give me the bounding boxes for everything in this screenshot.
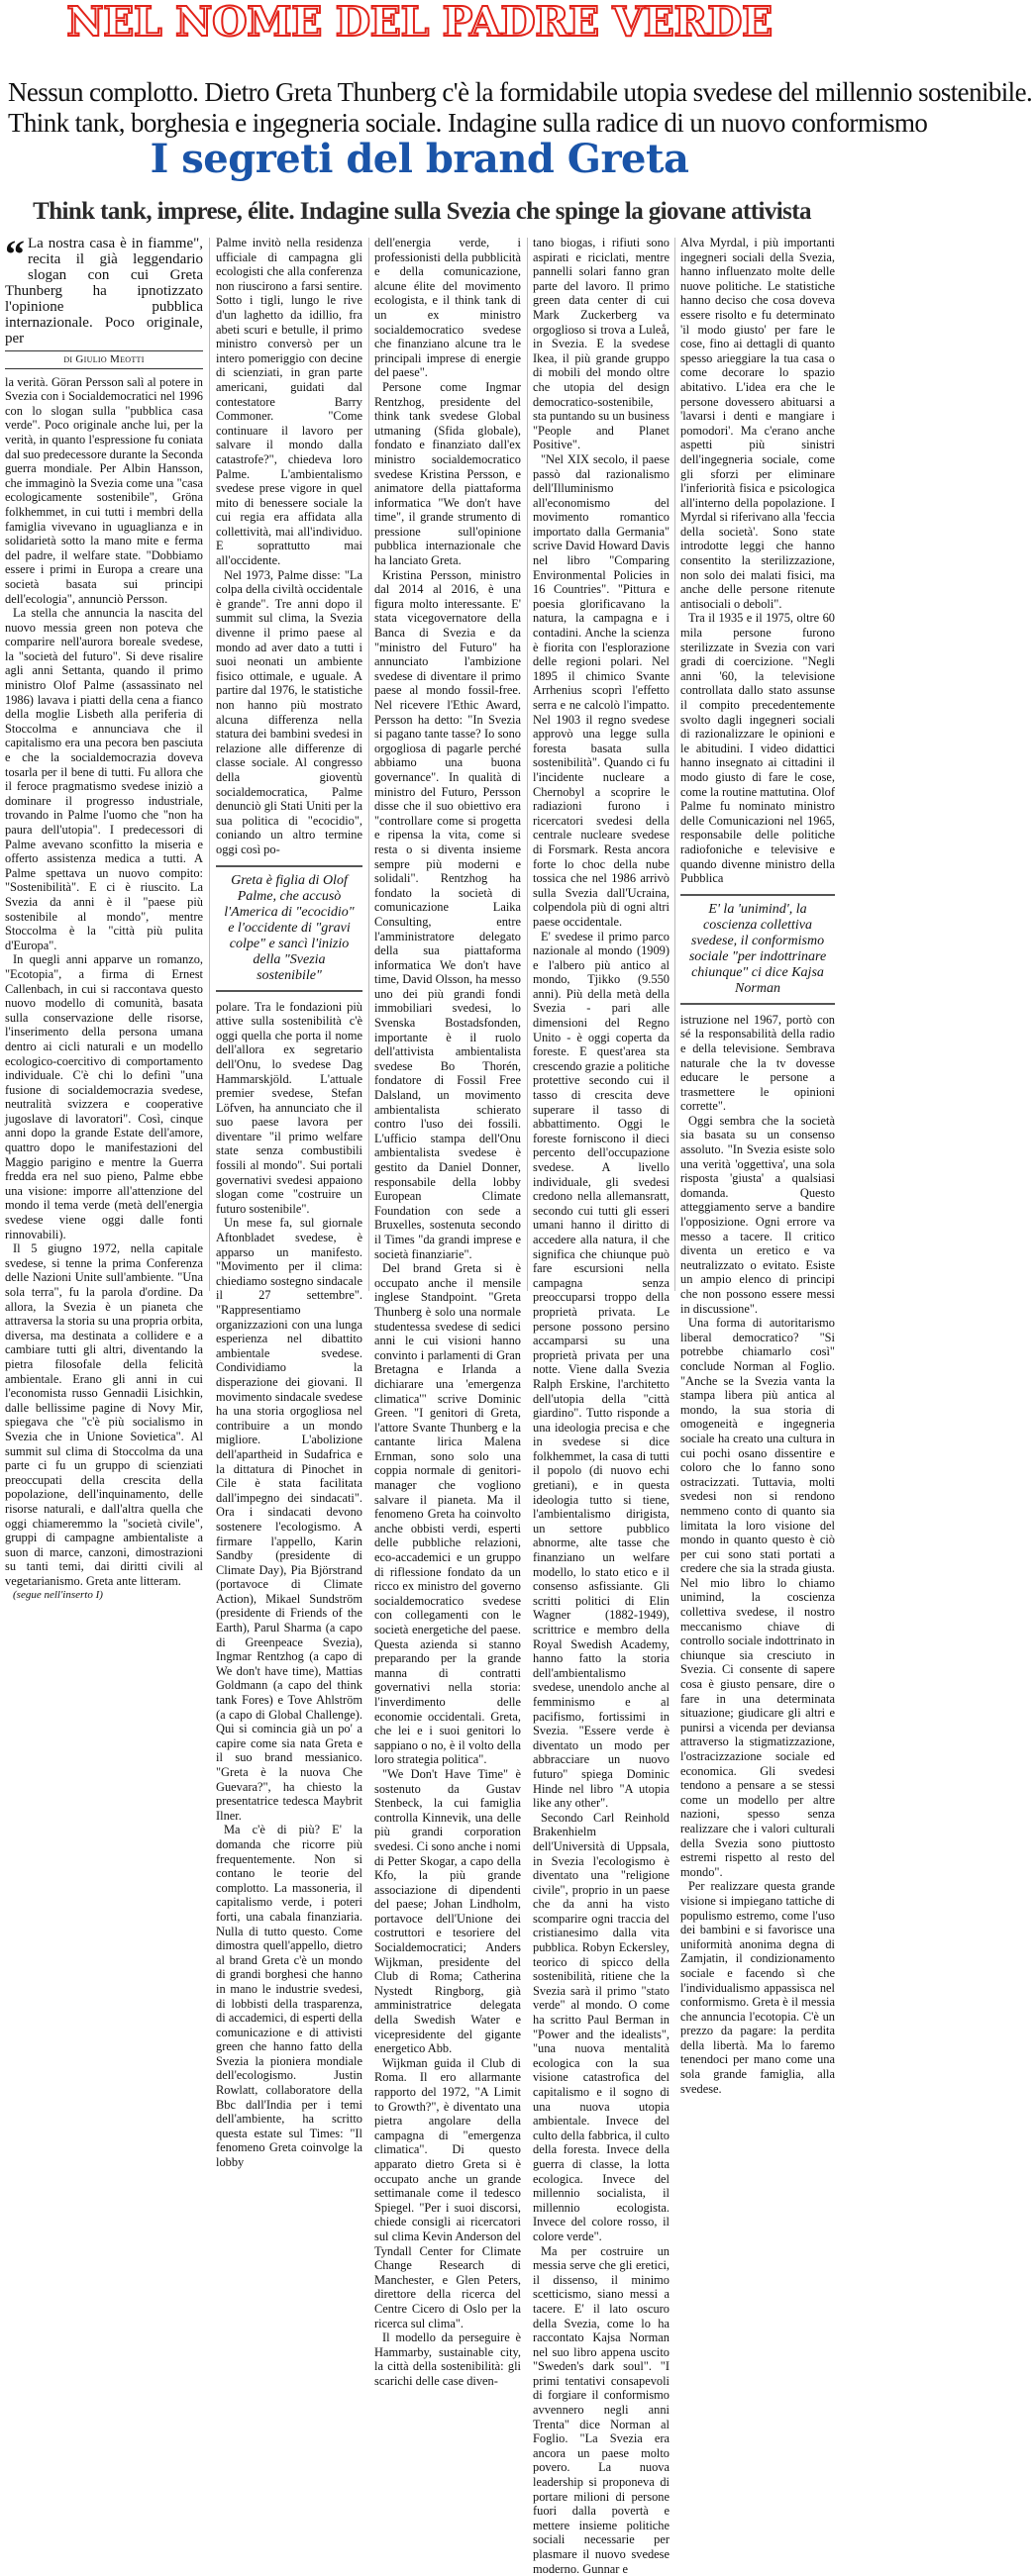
article-column-5 xyxy=(680,236,835,2096)
paragraph: Palme invitò nella residenza ufficiale di campagna gli ecologisti che alla conferenza non riuscirono a farsi sentire. Sotto i tigli, lungo le rive d'un laghetto da idillio, fra abeti scuri e betulle, il primo ministro conversò per un intero pomeriggio con decine di scienziati, in gran parte americani, guidati dal contestatore Barry Commoner. "Come continuare il lavoro per salvare il mondo dalla catastrofe?", chiedeva loro Palme. L'ambientalismo svedese prese vigore in quel mito di benessere sociale la cui regia era affidata alla collettività, mai all'individuo. E soprattutto mai all'occidente. xyxy=(216,236,362,568)
paragraph: Persone come Ingmar Rentzhog, presidente del think tank svedese Global utmaning (Sfida globale), fondato e finanziato dall'ex ministro socialdemocratico svedese Kristina Persson, e animatore della piattaforma informatica "We don't have time", il grande strumento di pressione sull'opinione pubblica internazionale che ha lanciato Greta. xyxy=(374,379,521,568)
paragraph: In quegli anni apparve un romanzo, "Ecotopia", a firma di Ernest Callenbach, in cui si raccontava questo nuovo modello di comunità, basata sulla conservazione delle risorse, l'inserimento della persona umana dentro ai cicli naturali e un modello ecologico-coercitivo di comportamento individuale. C'è chi lo definì "una fusione di socialdemocrazia svedese, neutralità svizzera e cooperative jugoslave di lavoratori". Così, cinque anni dopo la grande Estate dell'amore, quattro dopo le manifestazioni del Maggio parigino e mentre la Guerra fredda era nel suo pieno, Palme ebbe una visione: imporre all'attenzione del mondo il tema verde (metà dell'energia svedese viene oggi dalle fonti rinnovabili). xyxy=(5,952,203,1241)
article-column-4 xyxy=(533,236,670,2576)
subtitle-line-2: Think tank, borghesia e ingegneria sociale. Indagine sulla radice di un nuovo conformismo xyxy=(8,108,928,138)
headline-subtitle xyxy=(8,77,1032,139)
paragraph: Tra il 1935 e il 1975, oltre 60 mila persone furono sterilizzate in Svezia con vari gradi di coercizione. "Negli anni '60, la televisione controllata dallo stato assunse il compito precedentemente svolto dagli ingegneri sociali di razionalizzare le opinioni e le abitudini. I video didattici hanno insegnato ai cittadini il modo giusto di fare le cose, come la routine mattutina. Olof Palme fu nominato ministro delle Comunicazioni nel 1965, responsabile delle politiche radiofoniche e televisive e quando divenne ministro della Pubblica xyxy=(680,611,835,886)
column-rule xyxy=(674,238,675,1291)
subtitle-line-1: Nessun complotto. Dietro Greta Thunberg c'è la formidabile utopia svedese del millennio sostenibile. xyxy=(8,77,1032,107)
pull-quote: Greta è figlia di Olof Palme, che accusò l'America di "ecocidio" e l'occidente di "gravi colpe" e sancì l'inizio della "Svezia sostenibile" xyxy=(216,865,362,992)
paragraph: dell'energia verde, i professionisti della pubblicità e della comunicazione, alcune élite del movimento ecologista, e il think tank di un ex ministro socialdemocratico svedese che finanziano alcune tra le principali imprese di energie del paese". xyxy=(374,236,521,380)
column-rule xyxy=(368,238,369,1291)
paragraph: Un mese fa, sul giornale Aftonbladet svedese, è apparso un manifesto. "Movimento per il clima: chiediamo sostegno sindacale il 27 settembre". "Rappresentiamo organizzazioni con una lunga esperienza nel dibattito ambientale svedese. Condividiamo la disperazione dei giovani. Il movimento sindacale svedese ha una storia orgogliosa nel contribuire a un mondo migliore. L'abolizione dell'apartheid in Sudafrica e la dittatura di Pinochet in Cile è stata facilitata dall'impegno dei sindacati". Ora i sindacati devono sostenere l'ecologismo. A firmare l'appello, Karin Sandby (presidente di Climate Day), Pia Björstrand (portavoce di Climate Action), Mikael Sundström (presidente di Friends of the Earth), Parul Sharma (a capo di Greenpeace Svezia), Ingmar Rentzhog (a capo di We don't have time), Mattias Goldmann (a capo del think tank Fores) e Tove Ahlström (a capo di Global Challenge). Qui si comincia già un po' a capire come sia nata Greta e il suo brand messianico. "Greta è la nuova Che Guevara?", ha chiesto la presentatrice tedesca Maybrit Ilner. xyxy=(216,1216,362,1823)
paragraph: polare. Tra le fondazioni più attive sulla sostenibilità c'è oggi quella che porta il nome dell'allora ex segretario dell'Onu, lo svedese Dag Hammarskjöld. L'attuale premier svedese, Stefan Löfven, ha annunciato che il suo paese lavora per diventare "il primo welfare state senza combustibili fossili al mondo". Sui portali governativi svedesi appaiono slogan come "costruire un futuro sostenibile". xyxy=(216,999,362,1216)
paragraph: Del brand Greta si è occupato anche il mensile inglese Standpoint. "Greta Thunberg è solo una normale studentessa svedese di sedici anni le cui visioni hanno convinto i parlamenti di Gran Bretagna e Irlanda a dichiarare una 'emergenza climatica'" scrive Dominic Green. "I genitori di Greta, l'attore Svante Thunberg e la cantante lirica Malena Ernman, sono solo una coppia normale di genitori-manager che vogliono salvare il pianeta. Ma il fenomeno Greta ha coinvolto anche obbisti verdi, esperti delle pubbliche relazioni, eco-accademici e un gruppo di riflessione fondato da un ricco ex ministro del governo socialdemocratico svedese con collegamenti con le società energetiche del paese. Questa azienda si stanno preparando per la grande manna di contratti governativi nella storia: l'inverdimento delle economie occidentali. Greta, che lei e i suoi genitori lo sappiano o no, è il volto della loro strategia politica". xyxy=(374,1261,521,1767)
paragraph: Una forma di autoritarismo liberal democratico? "Si potrebbe chiamarlo così" conclude Norman al Foglio. "Anche se la Svezia vanta la stampa libera più antica al mondo, la sua storia di omogeneità e ingegneria sociale ha creato una cultura in cui pochi osano dissentire e coloro che lo fanno sono ostracizzati. Tuttavia, molti svedesi non si rendono nemmeno conto di quanto sia limitata la loro visione del mondo in quanto questo è ciò per cui sono stati portati a credere che sia la strada giusta. Nel mio libro lo chiamo unimind, la coscienza collettiva svedese, il nostro meccanismo chiave di controllo sociale indottrinato in chiunque sia cresciuto in Svezia. Ci consente di sapere cosa è giusto pensare, dire o fare in una determinata situazione; giudicare gli altri e punirsi a vicenda per deviansa attraverso la stigmatizzazione, l'ostracizzazione sociale ed economica. Gli svedesi tendono a pensare a se stessi come un modello per altre nazioni, spesso senza realizzare che i valori culturali della Svezia sono piuttosto estremi rispetto al resto del mondo". xyxy=(680,1316,835,1879)
paragraph: la verità. Göran Persson salì al potere in Svezia con i Socialdemocratici nel 1996 con lo slogan sulla "pubblica casa verde". Poco originale anche lui, per la verità, in quanto l'espressione fu coniata dal suo predecessore durante la Seconda guerra mondiale. Per Albin Hansson, che immaginò la Svezia come una "casa ecologicamente sostenibile", Gröna folkhemmet, in cui tutti i membri della famiglia vivevano in uguaglianza e in solidarietà sotto la mano mite e ferma del padre, il welfare state. "Dobbiamo essere i primi in Europa a creare una società basata sui principi dell'ecologia", annunciò Persson. xyxy=(5,374,203,606)
drop-cap-quote: “ xyxy=(5,232,25,276)
pull-quote: E' la 'unimind', la coscienza collettiva svedese, il conformismo sociale "per indottrinare chiunque" ci dice Kajsa Norman xyxy=(680,894,835,1005)
lead-paragraph: “ La nostra casa è in fiamme", recita il già leggendario slogan con cui Greta Thunberg ha ipnotizzato l'opinione pubblica internazionale. Poco originale, per xyxy=(5,232,203,347)
paragraph: E' svedese il primo parco nazionale al mondo (1909) e l'albero più antico al mondo, Tjikko (9.550 anni). Più della metà della Svezia - pari alle dimensioni del Regno Unito - è oggi coperta da foreste. E quest'area sta crescendo grazie a politiche protettive secondo cui il tasso di crescita deve superare il tasso di abbattimento. Oggi le foreste forniscono il dieci percento dell'occupazione svedese. A livello individuale, gli svedesi credono nella allemansratt, secondo cui tutti gli esseri umani hanno il diritto di accedere alla natura, il che significa che chiunque può fare escursioni nella campagna senza preoccuparsi troppo della proprietà privata. Le persone possono persino accamparsi su una proprietà privata per una notte. Viene dalla Svezia Ralph Erskine, l'architetto dell'utopia della "città giardino". Tutto risponde a una ideologia precisa e che in svedese si dice folkhemmet, la casa di tutti il popolo (di nuovo echi gretiani), e in questa ideologia tutto si tiene, l'ambientalismo dirigista, un settore pubblico abnorme, alte tasse che finanziano un welfare modello, lo stato etico e il consenso asfissiante. Gli scritti politici di Elin Wagner (1882-1949), scrittrice e membro della Royal Swedish Academy, hanno fatto la storia dell'ambientalismo svedese, unendolo anche al femminismo e al pacifismo, fortissimi in Svezia. "Essere verde è diventato un modo per abbracciare un nuovo futuro" spiega Dominic Hinde nel libro "A utopia like any other". xyxy=(533,929,670,1811)
paragraph: Per realizzare questa grande visione si impiegano tattiche di populismo estremo, come l'uso dei bambini e si favorisce una uniformità anonima degna di Zamjatin, il condizionamento sociale e facendo sì che l'individualismo appassisca nel conformismo. Greta è il messia che annuncia l'ecotopia. C'è un prezzo da pagare: la perdita della libertà. Ma lo faremo tenendoci per mano come una sola grande famiglia, alla svedese. xyxy=(680,1879,835,2096)
secondary-subtitle: Think tank, imprese, élite. Indagine sulla Svezia che spinge la giovane attivista xyxy=(33,198,811,225)
column-rule xyxy=(527,238,528,1291)
secondary-headline: I segreti del brand Greta xyxy=(150,136,689,182)
paragraph: "We Don't Have Time" è sostenuto da Gustav Stenbeck, la cui famiglia controlla Kinnevik, una delle più grandi corporation svedesi. Ci sono anche i nomi di Petter Skogar, a capo della Kfo, la più grande associazione di dipendenti del paese; Johan Lindholm, portavoce dell'Unione dei costruttori e tesoriere del Socialdemocratici; Anders Wijkman, presidente del Club di Roma; Catherina Nystedt Ringborg, già amministratrice delegata della Swedish Water e vicepresidente del gigante energetico Abb. xyxy=(374,1766,521,2056)
paragraph: Il 5 giugno 1972, nella capitale svedese, si tenne la prima Conferenza delle Nazioni Unite sull'ambiente. "Una sola terra", fu la parola d'ordine. Da allora, la Svezia è un pianeta che attraversa la storia su una propria orbita, diversa, ma destinata a collidere e a cambiare tutti gli altri, diventando la pietra filosofale della felicità ambientale. Erano gli anni in cui l'economista russo Gennadii Lisichkin, dalle bellissime pagine di Novy Mir, spiegava che "c'è più socialismo in Svezia che in Unione Sovietica". Al summit sul clima di Stoccolma da una parte ci fu un gruppo di scienziati preoccupati della crescita della popolazione, dell'inquinamento, delle risorse naturali, e dall'altra quella che oggi chiameremmo la "società civile", gruppi di campagne ambientaliste a suon di marce, canzoni, dimostrazioni su tanti temi, dai diritti civili al vegetarianismo. Greta ante litteram. xyxy=(5,1241,203,1588)
article-column-2 xyxy=(216,236,362,2170)
paragraph: Oggi sembra che la società sia basata su un consenso assoluto. "In Svezia esiste solo una verità 'oggettiva', una sola risposta 'giusta' a qualsiasi domanda. Questo atteggiamento serve a bandire l'opposizione. Ogni errore va messo a tacere. Il critico diventa un eretico e va neutralizzato o evitato. Esiste un ampio elenco di principi che non possono essere messi in discussione". xyxy=(680,1113,835,1316)
paragraph: tano biogas, i rifiuti sono aspirati e riciclati, mentre pannelli solari fanno gran parte del lavoro. Il primo green data center di cui Mark Zuckerberg va orgoglioso si trova a Luleå, in Svezia. E la svedese Ikea, il più grande gruppo di mobili del mondo oltre che utopia del design democratico-sostenibile, sta puntando su un business "People and Planet Positive". xyxy=(533,236,670,452)
paragraph: Kristina Persson, ministro dal 2014 al 2016, è una figura molto interessante. E' stata vicegovernatore della Banca di Svezia e da "ministro del Futuro" ha annunciato l'ambizione svedese di diventare il primo paese al mondo fossil-free. Nel ricevere l'Ethic Award, Persson ha detto: "In Svezia si pagano tante tasse? Io sono orgogliosa di pagarle perché abbiamo una buona governance". In qualità di ministro del Futuro, Persson disse che il suo obiettivo era "controllare come si progetta e ripensa la vita, come si resta o si diventa insieme sempre più moderni e solidali". Rentzhog ha fondato la società di comunicazione Laika Consulting, entre l'amministratore delegato della sua piattaforma informatica We don't have time, David Olsson, ha messo uno dei più grandi fondi immobiliari svedesi, lo Svenska Bostadsfonden, importante è il ruolo dell'attivista ambientalista svedese Bo Thorén, fondatore di Fossil Free Dalsland, un movimento ambientalista schierato contro l'uso dei fossili. L'ufficio stampa dell'Onu ambientalista svedese è gestito da Daniel Donner, responsabile della lobby European Climate Foundation con sede a Bruxelles, sostenuta secondo il Times "da grandi imprese e società finanziarie". xyxy=(374,567,521,1261)
paragraph: "Nel XIX secolo, il paese passò dal razionalismo dell'Illuminismo all'economismo del movimento romantico importato dalla Germania" scrive David Howard Davis nel libro "Comparing Environmental Policies in 16 Countries". "Pittura e poesia glorificavano la natura, la campagna e i contadini. Anche la scienza è fiorita con l'esplorazione delle regioni polari. Nel 1895 il chimico Svante Arrhenius scoprì l'effetto serra e ne calcolò l'impatto. Nel 1903 il regno svedese approvò una legge sulla foresta basata sulla sostenibilità". Quando ci fu l'incidente nucleare a Chernobyl a scoprire le radiazioni furono i ricercatori svedesi della centrale nucleare svedese di Forsmark. Resta ancora forte lo choc della nube tossica che nel 1986 arrivò sulla Svezia dall'Ucraina, colpendola più di ogni altri paese occidentale. xyxy=(533,451,670,929)
main-headline: NEL NOME DEL PADRE VERDE xyxy=(66,0,773,46)
paragraph: Secondo Carl Reinhold Brakenhielm dell'Università di Uppsala, in Svezia l'ecologismo è diventato una "religione civile", proprio in un paese che da anni ha visto scomparire ogni traccia del cristianesimo dalla vita pubblica. Robyn Eckersley, teorico di spicco della sostenibilità, ritiene che la Svezia sarà il primo "stato verde" al mondo. O come ha scritto Paul Berman in "Power and the idealists", "una nuova mentalità ecologica con la sua visione catastrofica del capitalismo e il sogno di una nuova utopia ambientale. Invece del culto della fabbrica, il culto della foresta. Invece della guerra di classe, la lotta ecologica. Invece del millennio socialista, il millennio ecologista. Invece del colore rosso, il colore verde". xyxy=(533,1810,670,2243)
paragraph: Wijkman guida il Club di Roma. Il ero allarmante rapporto del 1972, "A Limit to Growth?", è diventato una pietra angolare della campagna di "emergenza climatica". Di questo apparato dietro Greta si è occupato anche un grande settimanale come il tedesco Spiegel. "Per i suoi discorsi, chiede consigli ai ricercatori sul clima Kevin Anderson del Tyndall Center for Climate Change Research di Manchester, e Glen Peters, direttore della ricerca del Centre Cicero di Oslo per la ricerca sul clima". xyxy=(374,2055,521,2330)
article-column-1 xyxy=(5,232,203,1602)
paragraph: Il modello da perseguire è Hammarby, sustainable city, la città della sostenibilità: gli scarichi delle case diven- xyxy=(374,2330,521,2388)
byline: di Giulio Meotti xyxy=(5,350,203,369)
paragraph: Nel 1973, Palme disse: "La colpa della civiltà occidentale è grande". Tre anni dopo il summit sul clima, la Svezia divenne il primo paese al mondo ad aver dato a tutti i suoi neonati un ambiente fisico ottimale, e uguale. A partire dal 1976, le statistiche non hanno più mostrato alcuna differenza nella statura dei bambini svedesi in relazione alle differenze di classe sociale. Al congresso della gioventù socialdemocratica, Palme denunciò gli Stati Uniti per la sua politica di "ecocidio", coniando un altro termine oggi così po- xyxy=(216,567,362,856)
paragraph: istruzione nel 1967, portò con sé la responsabilità della radio e della televisione. Sembrava naturale che la tv dovesse educare le persone a trasmettere le opinioni corrette". xyxy=(680,1012,835,1114)
continuation-note: (segue nell'inserto I) xyxy=(13,1589,103,1602)
article-column-3 xyxy=(374,236,521,2388)
column-rule xyxy=(209,238,210,1291)
paragraph: Alva Myrdal, i più importanti ingegneri sociali della Svezia, hanno influenzato molte delle nuove politiche. Le statistiche hanno deciso che cosa doveva essere risolto e fu determinato 'il modo giusto' per fare le cose, fino ai dettagli di quanto spesso arieggiare la tua casa o come decorare lo spazio abitativo. L'idea era che le persone dovessero abituarsi a 'lavarsi i denti e mangiare i pomodori'. Ma c'erano anche aspetti più sinistri dell'ingegneria sociale, come gli sforzi per eliminare l'inferiorità fisica e psicologica all'interno della popolazione. I Myrdal si riferivano alla 'feccia della società'. Sono state introdotte leggi che hanno consentito la sterilizzazione, non solo dei malati fisici, ma anche delle persone ritenute antisociali o deboli". xyxy=(680,236,835,611)
paragraph: Ma c'è di più? E' la domanda che ricorre più frequentemente. Non si contano le teorie del complotto. La massoneria, il capitalismo verde, i poteri forti, una cabala finanziaria. Nulla di tutto questo. Come dimostra quell'appello, dietro al brand Greta c'è un mondo di grandi borghesi che hanno in mano le industrie svedesi, di lobbisti della trasparenza, di accademici, di esperti della comunicazione e di attivisti green che hanno fatto della Svezia la pioniera mondiale dell'ecologismo. Justin Rowlatt, collaboratore della Bbc dall'India per i temi dell'ambiente, ha scritto questa estate sul Times: "Il fenomeno Greta coinvolge la lobby xyxy=(216,1823,362,2170)
paragraph: Ma per costruire un messia serve che gli eretici, il dissenso, il minimo scetticismo, siano messi a tacere. E' il lato oscuro della Svezia, come lo ha raccontato Kajsa Norman nel suo libro appena uscito "Sweden's dark soul". "I primi tentativi consapevoli di forgiare il conformismo avvennero negli anni Trenta" dice Norman al Foglio. "La Svezia era ancora un paese molto povero. La nuova leadership si proponeva di portare milioni di persone fuori dalla povertà e mettere insieme politiche sociali necessarie per plasmare il nuovo svedese moderno. Gunnar e xyxy=(533,2243,670,2576)
paragraph: La stella che annuncia la nascita del nuovo messia green non poteva che comparire nell'aurora boreale svedese, la "società del futuro". Si deve risalire agli anni Settanta, quando il primo ministro Olof Palme (assassinato nel 1986) lavava i piatti della cena a fianco della moglie Lisbeth alla periferia di Stoccolma e annunciava che il capitalismo era una pecora ben pasciuta e che la socialdemocrazia doveva tosarla per il bene di tutti. Fu allora che il feroce pragmatismo svedese iniziò a dominare il progresso industriale, trovando in Palme l'uomo che "non ha paura dell'utopia". I predecessori di Palme avevano sconfitto la miseria e offerto assistenza medica a tutti. A Palme spettava un nuovo compito: "Sostenibilità". E ci è riuscito. La Svezia da anni è il "paese più sostenibile al mondo", mentre Stoccolma è la "città più pulita d'Europa". xyxy=(5,606,203,952)
